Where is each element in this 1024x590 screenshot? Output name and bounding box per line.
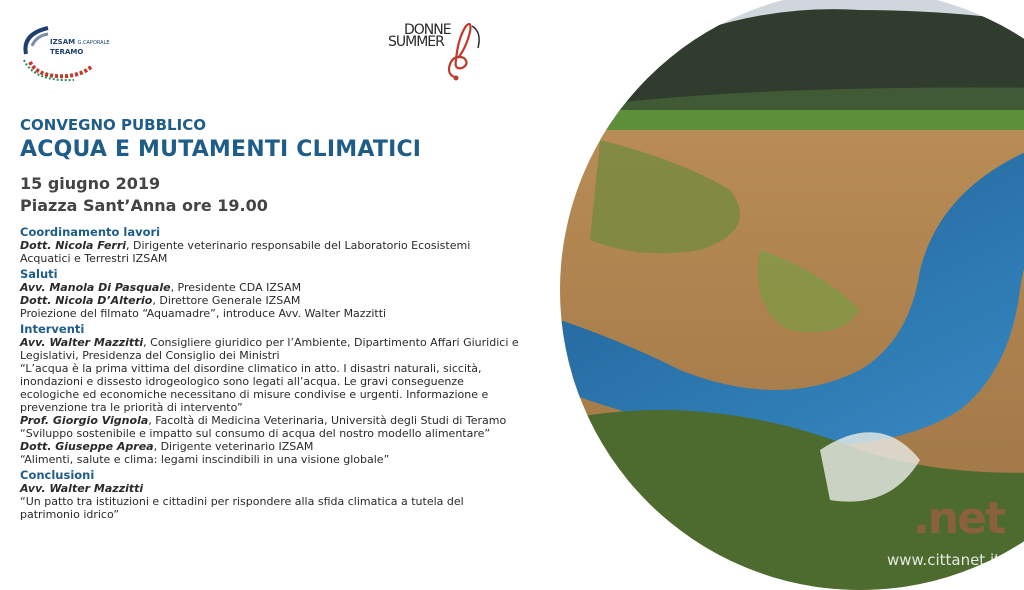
watermark — [860, 493, 1010, 575]
watermark-brand: .net — [913, 493, 1004, 544]
speaker-line — [20, 482, 540, 495]
speaker-role-cont: Legislativi, Presidenza del Consiglio dei Ministri — [20, 349, 280, 362]
speaker-role: , Dirigente veterinario responsabile del Laboratorio Ecosistemi — [126, 239, 471, 252]
talk-quote: prevenzione tra le priorità di intervento” — [20, 401, 243, 414]
talk-quote: “Un patto tra istituzioni e cittadini per rispondere alla sfida climatica a tutela del — [20, 495, 464, 508]
speaker-name: Prof. Giorgio Vignola — [20, 414, 149, 427]
event-program — [20, 115, 540, 521]
speaker-name: Dott. Giuseppe Aprea — [20, 440, 154, 453]
event-subtitle: CONVEGNO PUBBLICO — [20, 116, 206, 134]
event-title: ACQUA E MUTAMENTI CLIMATICI — [20, 137, 422, 162]
izsam-logo — [18, 22, 118, 82]
izsam-logo-subtext: G.CAPORALE — [77, 40, 110, 46]
speaker-role-cont: Acquatici e Terrestri IZSAM — [20, 252, 168, 265]
speaker-name: Avv. Manola Di Pasquale — [20, 281, 171, 294]
section-interventi — [20, 322, 540, 466]
speaker-role: , Consigliere giuridico per l’Ambiente, Dipartimento Affari Giuridici e — [143, 336, 519, 349]
speaker-line — [20, 281, 540, 294]
speaker-name: Dott. Nicola D’Alterio — [20, 294, 153, 307]
speaker-line — [20, 440, 540, 453]
section-coordinamento — [20, 225, 540, 265]
izsam-logo-text: IZSAM — [50, 38, 76, 46]
talk-quote: ecologiche ed economiche necessitano di misure condivise e urgenti. Informazione e — [20, 388, 489, 401]
talk-quote: patrimonio idrico” — [20, 508, 120, 521]
speaker-role: , Dirigente veterinario IZSAM — [153, 440, 314, 453]
speaker-role: , Direttore Generale IZSAM — [152, 294, 301, 307]
donne-summer-logo-top: DONNE — [404, 22, 451, 38]
speaker-line — [20, 336, 540, 349]
talk-quote: “Alimenti, salute e clima: legami inscindibili in una visione globale” — [20, 453, 390, 466]
speaker-line — [20, 414, 540, 427]
speaker-line — [20, 294, 540, 307]
section-heading: Interventi — [20, 322, 85, 336]
talk-quote: “L’acqua è la prima vittima del disordine climatico in atto. I disastri naturali, siccità, — [20, 362, 482, 375]
donne-summer-logo-bottom: SUMMER — [388, 34, 444, 50]
speaker-role: , Facoltà di Medicina Veterinaria, Università degli Studi di Teramo — [148, 414, 507, 427]
section-saluti — [20, 267, 540, 320]
donne-summer-logo — [388, 18, 488, 84]
event-place: Piazza Sant’Anna ore 19.00 — [20, 196, 268, 215]
program-item: Proiezione del filmato “Aquamadre”, introduce Avv. Walter Mazzitti — [20, 307, 387, 320]
speaker-role: , Presidente CDA IZSAM — [170, 281, 302, 294]
section-heading: Coordinamento lavori — [20, 225, 161, 239]
watermark-url: www.cittanet.it — [887, 551, 1000, 569]
treble-clef-icon — [388, 18, 488, 84]
talk-quote: inondazioni e dissesto idrogeologico sono legati all’acqua. Le gravi conseguenze — [20, 375, 464, 388]
izsam-logo-city: TERAMO — [50, 48, 84, 56]
section-conclusioni — [20, 468, 540, 521]
speaker-name: Avv. Walter Mazzitti — [20, 482, 144, 495]
event-date: 15 giugno 2019 — [20, 174, 161, 193]
section-heading: Saluti — [20, 267, 58, 281]
speaker-line — [20, 239, 540, 252]
section-heading: Conclusioni — [20, 468, 95, 482]
speaker-name: Avv. Walter Mazzitti — [20, 336, 144, 349]
talk-quote: “Sviluppo sostenibile e impatto sul consumo di acqua del nostro modello alimentare” — [20, 427, 491, 440]
speaker-name: Dott. Nicola Ferri — [20, 239, 127, 252]
